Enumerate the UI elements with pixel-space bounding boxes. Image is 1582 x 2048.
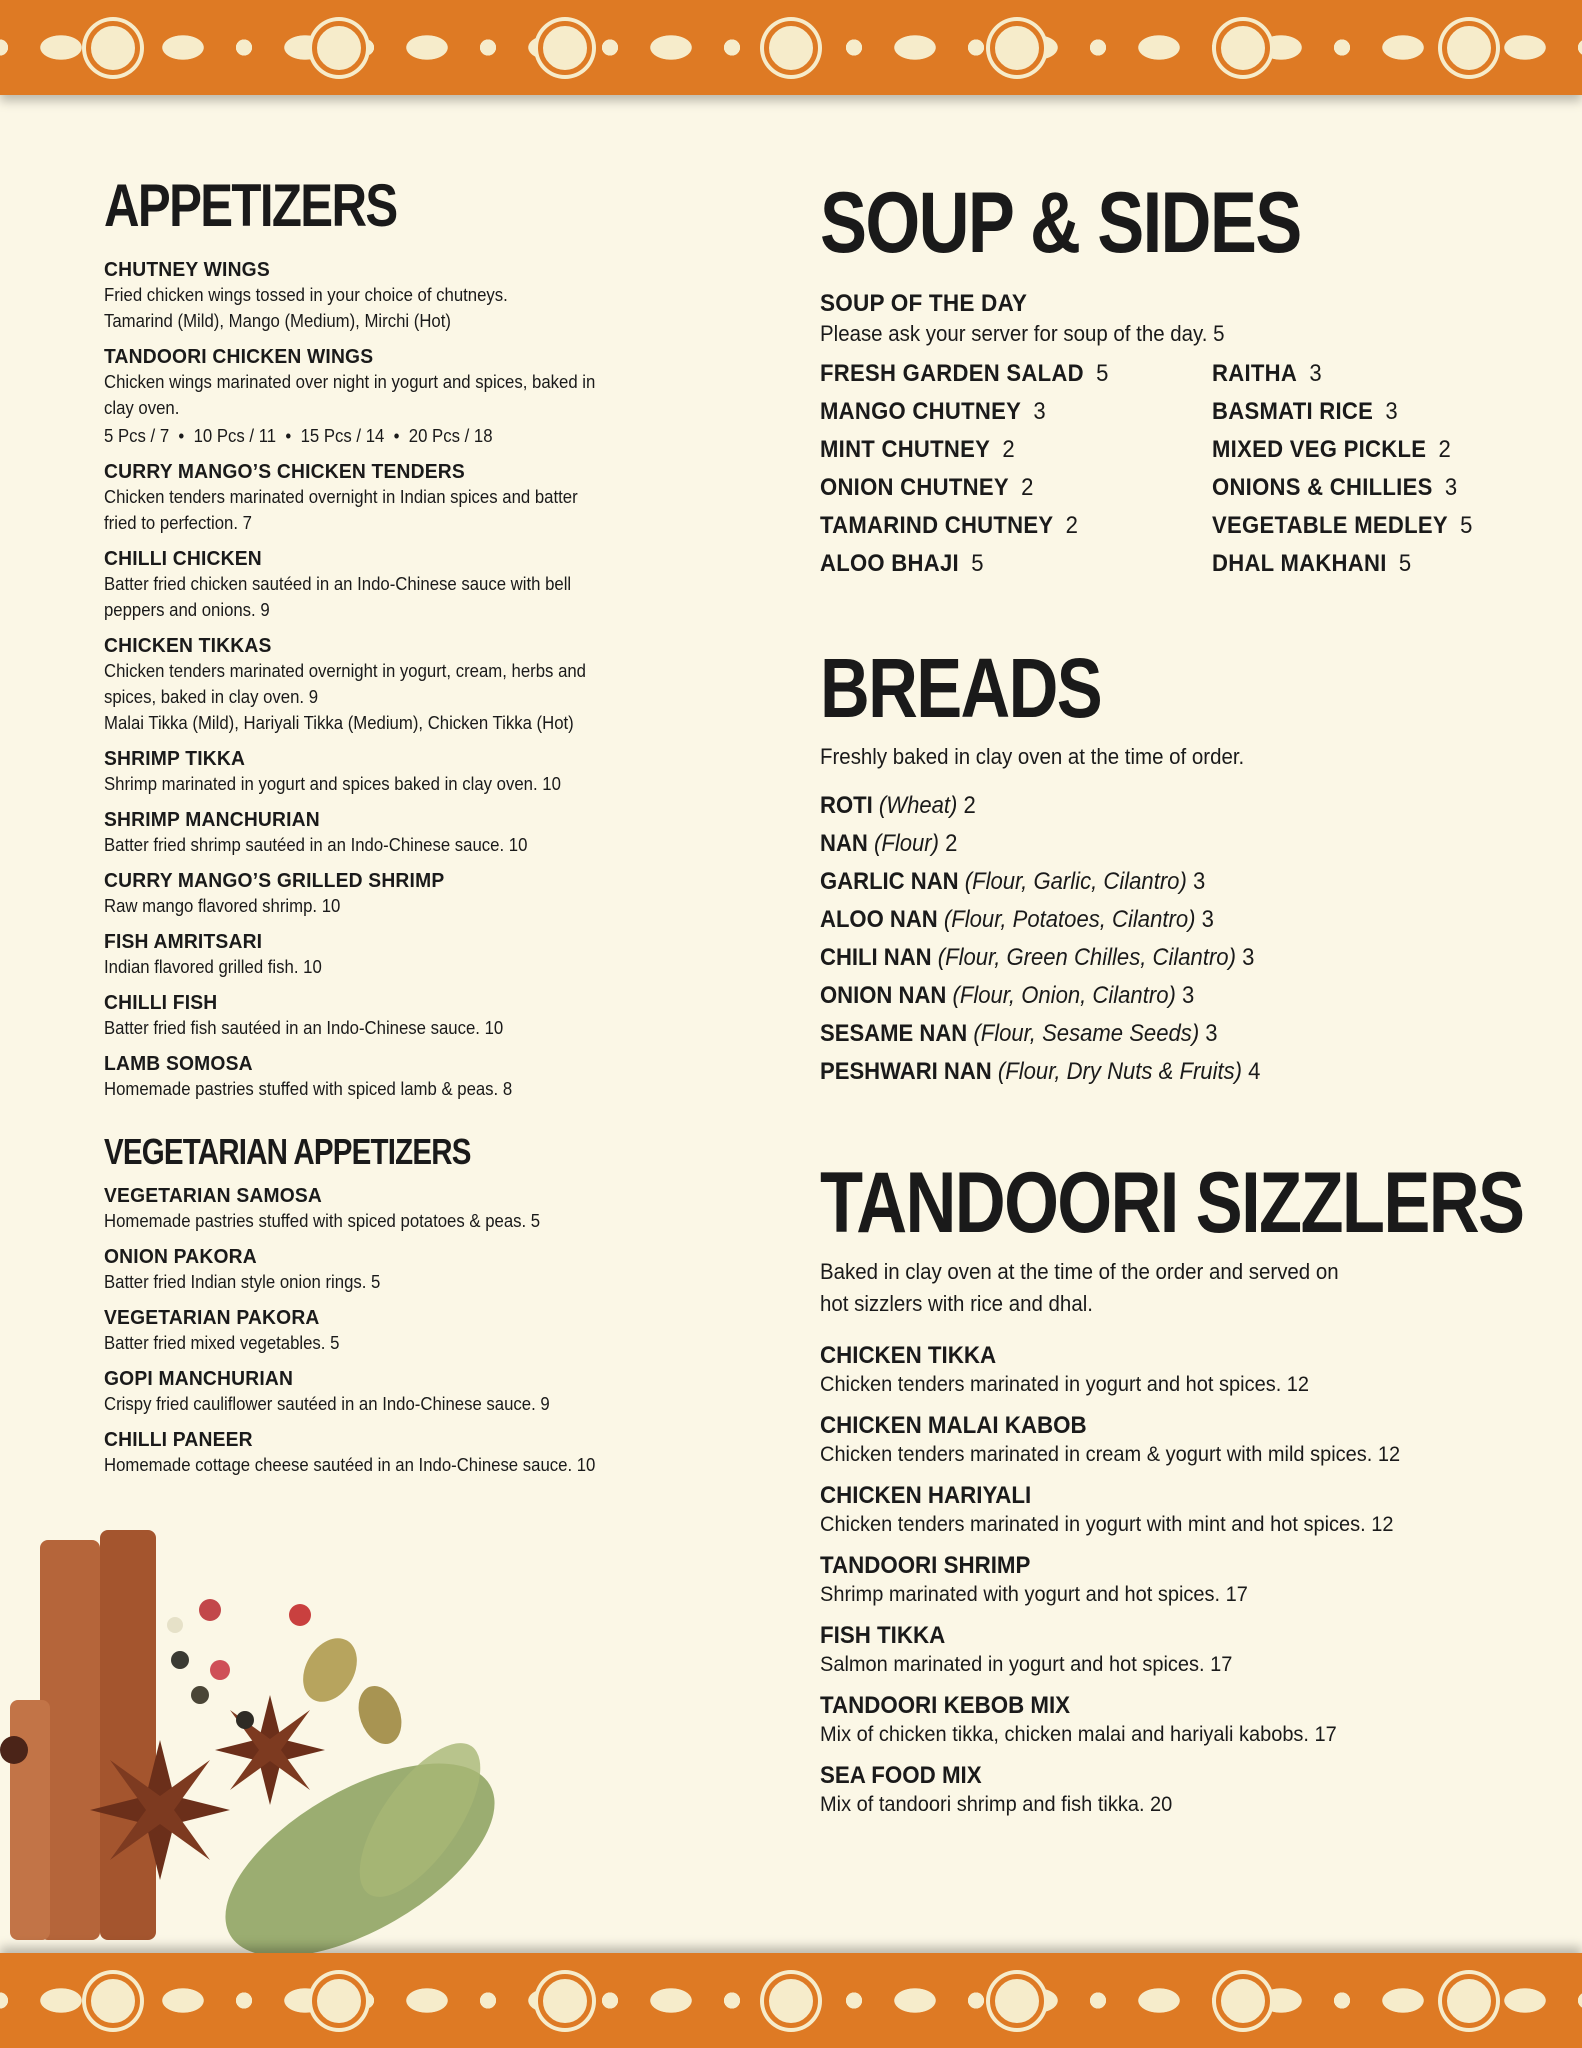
appetizers-list [104, 258, 694, 1102]
item-desc: Shrimp marinated in yogurt and spices baked in clay oven. 10 [104, 774, 561, 794]
item-desc: Homemade cottage cheese sautéed in an Indo-Chinese sauce. 10 [104, 1455, 596, 1475]
flower-ornament-icon [1216, 21, 1270, 75]
item-desc: Chicken tenders marinated overnight in Indian spices and batter [104, 487, 578, 507]
bread-item: SESAME NAN (Flour, Sesame Seeds) 3 [820, 1020, 1218, 1047]
sizzlers-subtitle-line: Baked in clay oven at the time of the order and served on [820, 1259, 1339, 1284]
flower-ornament-icon [1442, 1974, 1496, 2028]
peppercorn-icon [289, 1604, 311, 1626]
star-anise-icon [90, 1740, 230, 1880]
item-name: LAMB SOMOSA [104, 1052, 253, 1075]
peppercorn-icon [199, 1599, 221, 1621]
menu-item [820, 1342, 1540, 1398]
bread-item: ROTI (Wheat) 2 [820, 792, 976, 819]
side-item: TAMARIND CHUTNEY 2 [820, 512, 1078, 539]
item-name: CHICKEN TIKKA [820, 1342, 997, 1369]
item-desc: Homemade pastries stuffed with spiced potatoes & peas. 5 [104, 1211, 541, 1231]
menu-item [104, 258, 694, 334]
item-name: FISH AMRITSARI [104, 930, 263, 953]
bread-item: PESHWARI NAN (Flour, Dry Nuts & Fruits) 4 [820, 1058, 1261, 1085]
flower-ornament-icon [86, 1974, 140, 2028]
item-desc: clay oven. [104, 398, 180, 418]
side-item: ONIONS & CHILLIES 3 [1212, 474, 1458, 501]
menu-item [820, 1622, 1540, 1678]
item-desc: Please ask your server for soup of the day. 5 [820, 321, 1225, 346]
menu-item [104, 747, 694, 797]
item-name: SOUP OF THE DAY [820, 290, 1028, 317]
item-name: CURRY MANGO’S GRILLED SHRIMP [104, 869, 445, 892]
item-name: TANDOORI SHRIMP [820, 1552, 1031, 1579]
sides-grid [820, 360, 1540, 578]
flower-ornament-icon [990, 21, 1044, 75]
item-name: TANDOORI CHICKEN WINGS [104, 345, 374, 368]
menu-item [104, 1367, 694, 1417]
item-desc: Malai Tikka (Mild), Hariyali Tikka (Medium), Chicken Tikka (Hot) [104, 713, 574, 733]
tandoori-sizzlers-heading: TANDOORI SIZZLERS [820, 1155, 1524, 1251]
menu-item [104, 869, 694, 919]
star-anise-icon [215, 1695, 325, 1805]
flower-ornament-icon [764, 21, 818, 75]
side-item: MANGO CHUTNEY 3 [820, 398, 1046, 425]
item-desc: spices, baked in clay oven. 9 [104, 687, 319, 707]
side-item: BASMATI RICE 3 [1212, 398, 1398, 425]
item-desc: Homemade pastries stuffed with spiced lamb & peas. 8 [104, 1079, 513, 1099]
side-item: RAITHA 3 [1212, 360, 1322, 387]
side-item: ALOO BHAJI 5 [820, 550, 984, 577]
menu-item [820, 1762, 1540, 1818]
top-decorative-border [0, 0, 1582, 95]
peppercorn-icon [236, 1711, 254, 1729]
flower-ornament-icon [1216, 1974, 1270, 2028]
vegetarian-appetizers-heading: VEGETARIAN APPETIZERS [104, 1131, 471, 1172]
menu-item [820, 1552, 1540, 1608]
flower-ornament-icon [86, 21, 140, 75]
item-name: SHRIMP TIKKA [104, 747, 246, 770]
item-name: CHILLI FISH [104, 991, 218, 1014]
breads-list [820, 792, 1540, 1086]
bread-item: GARLIC NAN (Flour, Garlic, Cilantro) 3 [820, 868, 1206, 895]
flower-ornament-icon [538, 21, 592, 75]
bread-item: ONION NAN (Flour, Onion, Cilantro) 3 [820, 982, 1195, 1009]
soup-of-the-day [820, 290, 1540, 350]
item-desc: Crispy fried cauliflower sautéed in an Indo-Chinese sauce. 9 [104, 1394, 550, 1414]
item-desc: Raw mango flavored shrimp. 10 [104, 896, 341, 916]
vegetarian-appetizers-list [104, 1184, 694, 1478]
item-desc: Indian flavored grilled fish. 10 [104, 957, 322, 977]
item-name: VEGETARIAN PAKORA [104, 1306, 320, 1329]
bread-item: NAN (Flour) 2 [820, 830, 958, 857]
menu-item [820, 1412, 1540, 1468]
breads-heading: BREADS [820, 641, 1102, 735]
item-desc: Tamarind (Mild), Mango (Medium), Mirchi (Hot) [104, 311, 451, 331]
item-desc: Chicken tenders marinated in yogurt and hot spices. 12 [820, 1372, 1310, 1396]
menu-item [104, 1245, 694, 1295]
item-desc: Batter fried fish sautéed in an Indo-Chinese sauce. 10 [104, 1018, 504, 1038]
breads-subtitle: Freshly baked in clay oven at the time of order. [820, 744, 1245, 769]
flower-ornament-icon [1442, 21, 1496, 75]
side-item: MIXED VEG PICKLE 2 [1212, 436, 1451, 463]
item-desc: Batter fried mixed vegetables. 5 [104, 1333, 340, 1353]
item-name: CHICKEN MALAI KABOB [820, 1412, 1087, 1439]
item-name: SEA FOOD MIX [820, 1762, 982, 1789]
cinnamon-stick-icon [100, 1530, 156, 1940]
menu-item [820, 1482, 1540, 1538]
flower-ornament-icon [764, 1974, 818, 2028]
peppercorn-icon [167, 1617, 183, 1633]
menu-item [104, 1428, 694, 1478]
item-desc: Batter fried shrimp sautéed in an Indo-Chinese sauce. 10 [104, 835, 528, 855]
item-name: TANDOORI KEBOB MIX [820, 1692, 1071, 1719]
item-name: CHICKEN TIKKAS [104, 634, 272, 657]
peppercorn-icon [171, 1651, 189, 1669]
cardamom-icon [351, 1680, 409, 1750]
bottom-decorative-border [0, 1953, 1582, 2048]
item-desc: Mix of chicken tikka, chicken malai and hariyali kabobs. 17 [820, 1722, 1337, 1746]
menu-item [104, 930, 694, 980]
flower-ornament-icon [312, 1974, 366, 2028]
item-desc: Chicken tenders marinated in yogurt with mint and hot spices. 12 [820, 1512, 1394, 1536]
side-item: DHAL MAKHANI 5 [1212, 550, 1412, 577]
item-desc: fried to perfection. 7 [104, 513, 252, 533]
item-name: VEGETARIAN SAMOSA [104, 1184, 323, 1207]
appetizers-heading: APPETIZERS [104, 172, 397, 239]
item-desc: Shrimp marinated with yogurt and hot spices. 17 [820, 1582, 1248, 1606]
spices-illustration [0, 1520, 560, 1960]
menu-item [104, 991, 694, 1041]
menu-item [104, 1052, 694, 1102]
clove-icon [0, 1736, 28, 1764]
item-desc: Batter fried chicken sautéed in an Indo-Chinese sauce with bell [104, 574, 572, 594]
menu-item [104, 547, 694, 623]
menu-item [104, 1306, 694, 1356]
menu-item [820, 1692, 1540, 1748]
menu-item [104, 808, 694, 858]
item-desc: Batter fried Indian style onion rings. 5 [104, 1272, 381, 1292]
side-item: MINT CHUTNEY 2 [820, 436, 1015, 463]
item-name: FISH TIKKA [820, 1622, 946, 1649]
item-desc: Salmon marinated in yogurt and hot spices. 17 [820, 1652, 1233, 1676]
item-name: CHUTNEY WINGS [104, 258, 270, 281]
item-name: GOPI MANCHURIAN [104, 1367, 294, 1390]
border-flowers [0, 1974, 1582, 2028]
item-sizes: 5 Pcs / 7 • 10 Pcs / 11 • 15 Pcs / 14 • 20 Pcs / 18 [104, 426, 493, 446]
peppercorn-icon [210, 1660, 230, 1680]
item-name: CHICKEN HARIYALI [820, 1482, 1032, 1509]
item-desc: Chicken wings marinated over night in yogurt and spices, baked in [104, 372, 596, 392]
bread-item: CHILI NAN (Flour, Green Chilles, Cilantro) 3 [820, 944, 1255, 971]
side-item: ONION CHUTNEY 2 [820, 474, 1034, 501]
item-name: CHILLI CHICKEN [104, 547, 262, 570]
sizzlers-list [820, 1342, 1540, 1818]
sizzlers-subtitle [820, 1256, 1490, 1320]
flower-ornament-icon [312, 21, 366, 75]
item-desc: peppers and onions. 9 [104, 600, 270, 620]
item-name: CHILLI PANEER [104, 1428, 253, 1451]
flower-ornament-icon [990, 1974, 1044, 2028]
border-flowers [0, 21, 1582, 75]
left-column [104, 172, 694, 1489]
peppercorn-icon [191, 1686, 209, 1704]
item-desc: Mix of tandoori shrimp and fish tikka. 20 [820, 1792, 1173, 1816]
side-item: FRESH GARDEN SALAD 5 [820, 360, 1109, 387]
menu-item [104, 1184, 694, 1234]
item-desc: Fried chicken wings tossed in your choice of chutneys. [104, 285, 508, 305]
item-name: CURRY MANGO’S CHICKEN TENDERS [104, 460, 465, 483]
item-name: ONION PAKORA [104, 1245, 257, 1268]
menu-item [104, 634, 694, 736]
bread-item: ALOO NAN (Flour, Potatoes, Cilantro) 3 [820, 906, 1214, 933]
right-column [820, 176, 1540, 1832]
flower-ornament-icon [538, 1974, 592, 2028]
cinnamon-stick-icon [10, 1700, 50, 1940]
soup-sides-heading: SOUP & SIDES [820, 175, 1301, 271]
menu-item [104, 345, 694, 449]
menu-item [104, 460, 694, 536]
item-desc: Chicken tenders marinated in cream & yogurt with mild spices. 12 [820, 1442, 1401, 1466]
sizzlers-subtitle-line: hot sizzlers with rice and dhal. [820, 1291, 1093, 1316]
item-name: SHRIMP MANCHURIAN [104, 808, 320, 831]
side-item: VEGETABLE MEDLEY 5 [1212, 512, 1473, 539]
cardamom-icon [292, 1629, 368, 1712]
item-desc: Chicken tenders marinated overnight in yogurt, cream, herbs and [104, 661, 587, 681]
